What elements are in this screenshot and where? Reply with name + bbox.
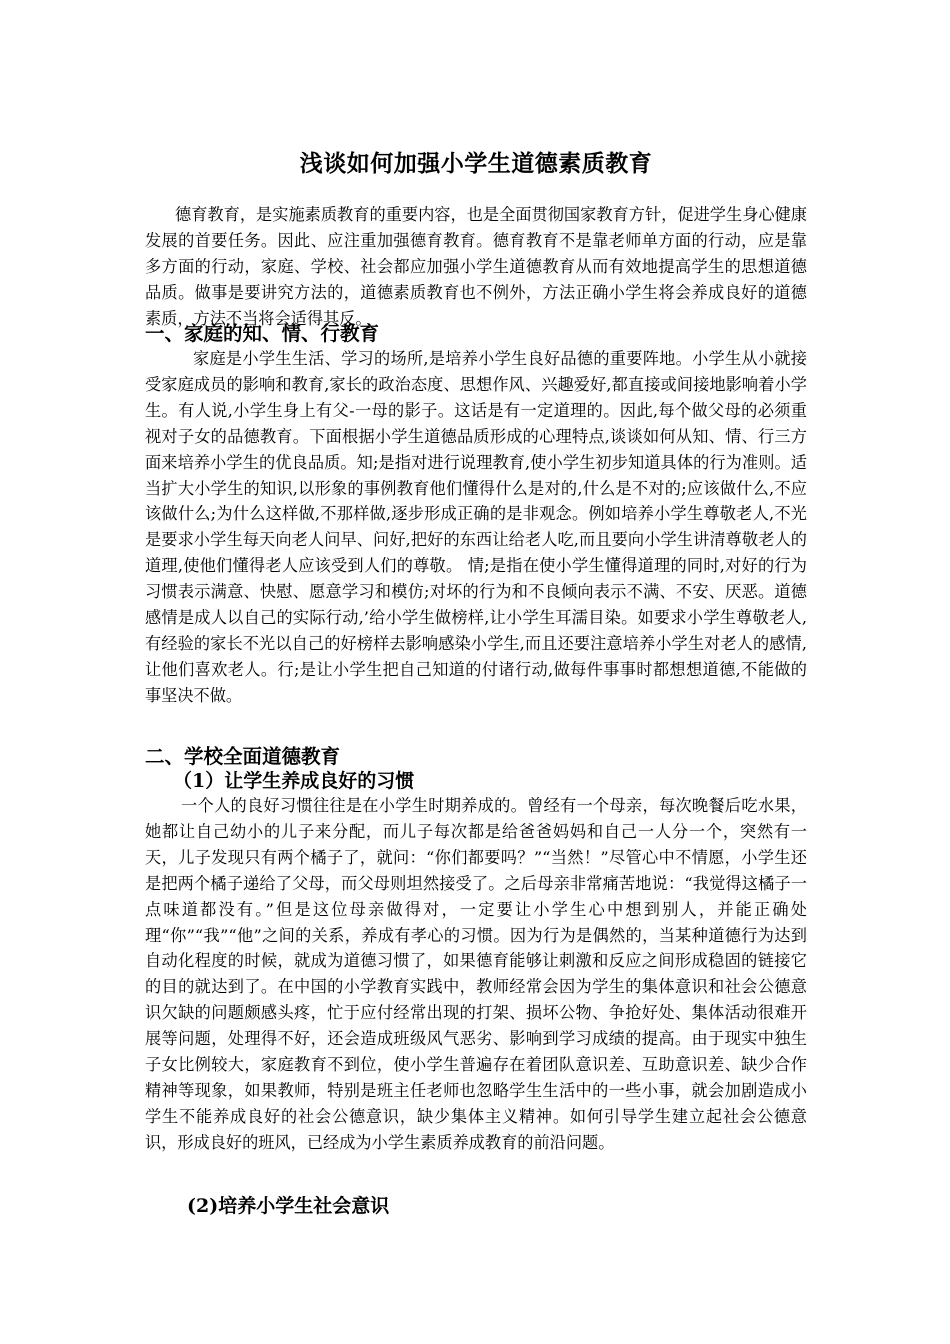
intro-paragraph: 德育教育，是实施素质教育的重要内容，也是全面贯彻国家教育方针，促进学生身心健康发展的首要任务。因此、应注重加强德育教育。德育教育不是靠老师单方面的行动，应是靠多方面的行动，家庭、学校、社会都应加强小学生道德教育从而有效地提高学生的思想道德品质。做事是要讲究方法的，道德素质教育也不例外，方法正确小学生将会养成良好的道德素质，方法不当将会适得其反。 bbox=[145, 205, 807, 328]
subsection-heading-habits: （1）让学生养成良好的习惯 bbox=[173, 770, 415, 792]
family-education-paragraph: 家庭是小学生生活、学习的场所,是培养小学生良好品德的重要阵地。小学生从小就接受家庭成员的影响和教育,家长的政治态度、思想作风、兴趣爱好,都直接或间接地影响着小学生。有人说,小学生身上有父-一母的影子。这话是有一定道理的。因此,每个做父母的必须重视对子女的品德教育。下面根据小学生道德品质形成的心理特点,谈谈如何从知、情、行三方面来培养小学生的优良品质。知;是指对进行说理教育,使小学生初步知道具体的行为准则。适当扩大小学生的知识,以形象的事例教育他们懂得什么是对的,什么是不对的;应该做什么,不应该做什么;为什么这样做,不那样做,逐步形成正确的是非观念。例如培养小学生尊敬老人,不光是要求小学生每天向老人问早、问好,把好的东西让给老人吃,而且要向小学生讲清尊敬老人的道理,使他们懂得老人应该受到人们的尊敬。 情;是指在使小学生懂得道理的同时,对好的行为习惯表示满意、快慰、愿意学习和模仿;对坏的行为和不良倾向表示不满、不安、厌恶。道德感情是成人以自己的实际行动,’给小学生做榜样,让小学生耳濡目染。如要求小学生尊敬老人,有经验的家长不光以自己的好榜样去影响感染小学生,而且还要注意培养小学生对老人的感情,让他们喜欢老人。行;是让小学生把自己知道的付诸行动,做每件事事时都想想道德,不能做的事坚决不做。 bbox=[145, 349, 807, 705]
document-title: 浅谈如何加强小学生道德素质教育 bbox=[299, 151, 653, 178]
habits-paragraph: 一个人的良好习惯往往是在小学生时期养成的。曾经有一个母亲，每次晚餐后吃水果，她都让自己幼小的儿子来分配，而儿子每次都是给爸爸妈妈和自己一人分一个，突然有一天，儿子发现只有两个橘子了，就问：“你们都要吗？”“当然！”尽管心中不情愿，小学生还是把两个橘子递给了父母，而父母则坦然接受了。之后母亲非常痛苦地说：“我觉得这橘子一点味道都没有。”但是这位母亲做得对，一定要让小学生心中想到别人，并能正确处理“你”“我”“他”之间的关系，养成有孝心的习惯。因为行为是偶然的，当某种道德行为达到自动化程度的时候，就成为道德习惯了，如果德育能够让刺激和反应之间形成稳固的链接它的目的就达到了。在中国的小学教育实践中，教师经常会因为学生的集体意识和社会公德意识欠缺的问题颇感头疼，忙于应付经常出现的打架、损坏公物、争抢好处、集体活动很难开展等问题，处理得不好，还会造成班级风气恶劣、影响到学习成绩的提高。由于现实中独生子女比例较大，家庭教育不到位，使小学生普遍存在着团队意识差、互助意识差、缺少合作精神等现象，如果教师，特别是班主任老师也忽略学生生活中的一些小事，就会加剧造成小学生不能养成良好的社会公德意识，缺少集体主义精神。如何引导学生建立起社会公德意识，形成良好的班风，已经成为小学生素质养成教育的前沿问题。 bbox=[145, 796, 807, 1152]
section-heading-school: 二、学校全面道德教育 bbox=[145, 745, 341, 768]
subsection-heading-social-awareness: (2)培养小学生社会意识 bbox=[187, 1195, 390, 1217]
section-heading-family: 一、家庭的知、情、行教育 bbox=[145, 322, 380, 345]
